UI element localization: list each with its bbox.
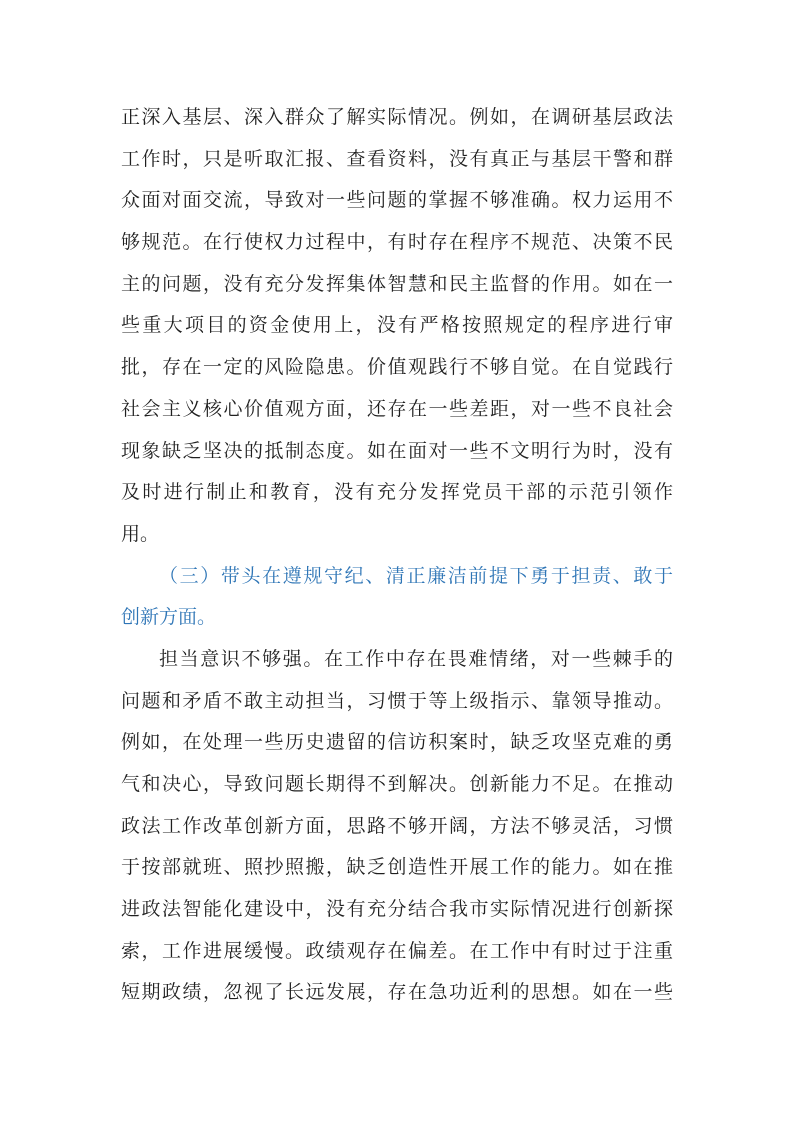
text-line: 用。 — [121, 522, 160, 545]
text-line: 短期政绩，忽视了长远发展，存在急功近利的思想。如在一些 — [121, 981, 673, 1004]
text-line: 政法工作改革创新方面，思路不够开阔，方法不够灵活，习惯 — [121, 814, 673, 837]
text-line: 正深入基层、深入群众了解实际情况。例如，在调研基层政法 — [121, 106, 673, 128]
text-line: 担当意识不够强。在工作中存在畏难情绪，对一些棘手的 — [159, 647, 673, 670]
text-line: 及时进行制止和教育，没有充分发挥党员干部的示范引领作 — [121, 481, 673, 504]
text-line: 工作时，只是听取汇报、查看资料，没有真正与基层干警和群 — [121, 147, 673, 170]
text-line: 些重大项目的资金使用上，没有严格按照规定的程序进行审 — [121, 314, 673, 337]
text-line: 进政法智能化建设中，没有充分结合我市实际情况进行创新探 — [121, 898, 673, 921]
section-heading-line: 创新方面。 — [121, 606, 217, 629]
text-line: 例如，在处理一些历史遗留的信访积案时，缺乏攻坚克难的勇 — [121, 731, 673, 754]
text-line: 社会主义核心价值观方面，还存在一些差距，对一些不良社会 — [121, 397, 673, 420]
text-line: 问题和矛盾不敢主动担当，习惯于等上级指示、靠领导推动。 — [121, 689, 673, 712]
text-line: 够规范。在行使权力过程中，有时存在程序不规范、决策不民 — [121, 231, 673, 254]
body-text — [121, 97, 673, 1014]
text-line: 索，工作进展缓慢。政绩观存在偏差。在工作中有时过于注重 — [121, 939, 673, 962]
text-line: 气和决心，导致问题长期得不到解决。创新能力不足。在推动 — [121, 773, 673, 795]
section-heading-line: （三）带头在遵规守纪、清正廉洁前提下勇于担责、敢于 — [159, 564, 673, 587]
text-line: 批，存在一定的风险隐患。价值观践行不够自觉。在自觉践行 — [121, 356, 673, 379]
text-line: 主的问题，没有充分发挥集体智慧和民主监督的作用。如在一 — [121, 272, 673, 295]
text-line: 于按部就班、照抄照搬，缺乏创造性开展工作的能力。如在推 — [121, 856, 673, 879]
text-line: 众面对面交流，导致对一些问题的掌握不够准确。权力运用不 — [121, 189, 673, 212]
text-line: 现象缺乏坚决的抵制态度。如在面对一些不文明行为时，没有 — [121, 439, 673, 462]
